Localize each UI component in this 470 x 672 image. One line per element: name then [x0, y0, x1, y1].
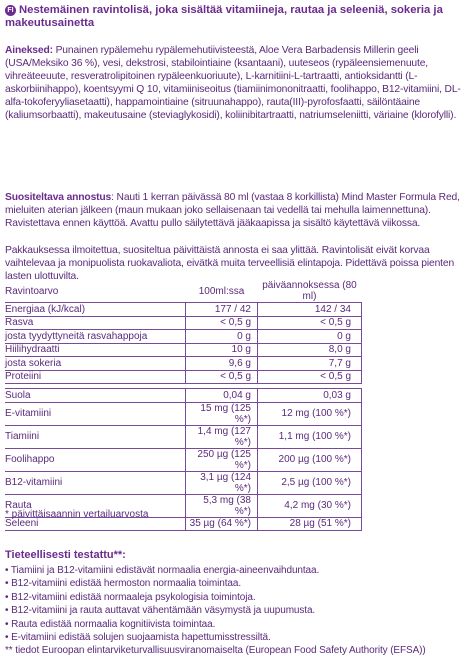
nutrient-perdose: 0,03 g [258, 389, 362, 403]
nutrient-perdose: 7,7 g [258, 357, 362, 371]
nutrition-row [5, 316, 362, 330]
nutrition-row [5, 370, 362, 384]
nutrient-per100: 35 µg (64 %*) [186, 517, 258, 531]
claims-source: ** tiedot Euroopan elintarviketurvallisuusviranomaiselta (European Food Safety Authority (EFSA)) [5, 645, 426, 657]
nutrition-header-row [5, 280, 362, 303]
nutrient-name: Energiaa (kJ/kcal) [5, 303, 186, 317]
nutrition-row [5, 425, 362, 448]
nutrition-row [5, 471, 362, 494]
nutrient-name: Tiamiini [5, 425, 186, 448]
product-heading [5, 4, 465, 30]
nutrient-per100: 5,3 mg (38 %*) [186, 494, 258, 517]
nutrition-header-label: Ravintoarvo [5, 280, 186, 303]
ingredients-label: Aineksed: [5, 45, 53, 56]
nutrition-row [5, 389, 362, 403]
claim-item: • B12-vitamiini edistää hermoston normaalia toimintaa. [5, 578, 241, 590]
nutrient-per100: < 0,5 g [186, 370, 258, 384]
nutrient-perdose: 142 / 34 [258, 303, 362, 317]
nutrient-per100: 9,6 g [186, 357, 258, 371]
claims-list [5, 564, 467, 658]
nutrient-perdose: 28 µg (51 %*) [258, 517, 362, 531]
warning-text: Pakkauksessa ilmoitettua, suositeltua päivittäistä annosta ei saa ylittää. Ravintolisät eivät korvaa vaihtelevaa ja monipuolista ruokavaliota, eivätkä muita terveellisiä elintapoja. Pidettävä poissa pienten lasten ulottuvilta. [5, 245, 455, 283]
nutrient-perdose: 4,2 mg (30 %*) [258, 494, 362, 517]
nutrition-header-perdose: päiväannoksessa (80 ml) [258, 280, 362, 303]
nutrition-row [5, 357, 362, 371]
nutrient-per100: < 0,5 g [186, 316, 258, 330]
ingredients-text: Punainen rypälemehu rypälemehutiivisteestä, Aloe Vera Barbadensis Millerin geeli (USA/Meksiko 36 %), vesi, dekstrosi, stabilointiaine (ksantaani), uuteseos (rypäleensiemenuute, vihreäteeuute, resveratrolipitoinen rypäleenkuoriuute), L-karnitiini-L-tartraatti, antioksidantti (L-askorbiinihappo), koentsyymi Q 10, vitamiiniseoitus (tiamiinimononitraatti, foolihappo, B12-vitamiini, DL-alfa-tokoferyyliasetaatti), happamointiaine (sitruunahappo), rauta(III)-pyrofosfaatti, säilöntäaine (kaliumsorbaatti), makeutusaine (steviaglykosidi), koliinibitartraatti, natriumseleniitti, väriaine (klorofylli). [5, 45, 461, 122]
claim-item: • B12-vitamiini edistää normaaleja psykologisia toimintoja. [5, 591, 256, 603]
nutrition-footnote: * päivittäisaannin vertailuarvosta [5, 509, 149, 520]
nutrient-per100: 250 µg (125 %*) [186, 448, 258, 471]
nutrient-per100: 177 / 42 [186, 303, 258, 317]
nutrition-row [5, 448, 362, 471]
nutrient-per100: 3,1 µg (124 %*) [186, 471, 258, 494]
nutrient-per100: 15 mg (125 %*) [186, 402, 258, 425]
nutrient-name: Rauta [5, 494, 186, 517]
nutrient-per100: 10 g [186, 343, 258, 357]
nutrient-perdose: < 0,5 g [258, 370, 362, 384]
nutrition-table [5, 280, 465, 531]
nutrient-perdose: 1,1 mg (100 %*) [258, 425, 362, 448]
nutrient-name: Rasva [5, 316, 186, 330]
nutrient-perdose: 12 mg (100 %*) [258, 402, 362, 425]
claim-item: • Rauta edistää normaalia kognitiivista toimintaa. [5, 618, 216, 630]
nutrient-perdose: 8,0 g [258, 343, 362, 357]
nutrient-name: B12-vitamiini [5, 471, 186, 494]
language-badge: FI [5, 5, 16, 16]
nutrient-name: josta tyydyttyneitä rasvahappoja [5, 330, 186, 344]
nutrient-name: Suola [5, 389, 186, 403]
nutrient-name: Seleeni [5, 517, 186, 531]
claims-title: Tieteellisesti testattu**: [5, 549, 126, 561]
nutrient-name: Foolihappo [5, 448, 186, 471]
claim-item: • Tiamiini ja B12-vitamiini edistävät normaalia energia-aineenvaihduntaa. [5, 565, 320, 576]
nutrition-row [5, 402, 362, 425]
nutrient-perdose: 2,5 µg (100 %*) [258, 471, 362, 494]
nutrient-per100: 0 g [186, 330, 258, 344]
nutrient-perdose: < 0,5 g [258, 316, 362, 330]
nutrition-row [5, 343, 362, 357]
nutrient-name: josta sokeria [5, 357, 186, 371]
nutrient-per100: 1,4 mg (127 %*) [186, 425, 258, 448]
ingredients-paragraph [5, 44, 466, 123]
nutrition-header-per100: 100ml:ssa [186, 280, 258, 303]
usage-text: : Nauti 1 kerran päivässä 80 ml (vastaa 8 korkillista) Mind Master Formula Red, mieluiten aterian jälkeen (maun mukaan joko sellaisenaan tai vedellä tai mehulla laimennettuna). Ravistettava ennen käyttöä. Avattu pullo säilytettävä jääkaapissa ja sisältö käytettävä viikossa. [5, 192, 460, 230]
claim-item: • B12-vitamiini ja rauta auttavat vähentämään väsymystä ja uupumusta. [5, 605, 316, 617]
nutrient-name: Hiilihydraatti [5, 343, 186, 357]
nutrient-name: Proteiini [5, 370, 186, 384]
nutrient-perdose: 200 µg (100 %*) [258, 448, 362, 471]
usage-paragraph [5, 191, 466, 230]
heading-text: Nestemäinen ravintolisä, joka sisältää vitamiineja, rautaa ja seleeniä, sokeria ja makeutusainetta [5, 4, 443, 29]
usage-label: Suositeltava annostus [5, 192, 112, 203]
nutrient-per100: 0,04 g [186, 389, 258, 403]
nutrition-body [5, 303, 362, 531]
claim-item: • E-vitamiini edistää solujen suojaamista hapettumisstressiltä. [5, 632, 271, 644]
nutrition-row [5, 303, 362, 317]
nutrient-name: E-vitamiini [5, 402, 186, 425]
nutrition-row [5, 330, 362, 344]
nutrient-perdose: 0 g [258, 330, 362, 344]
warning-paragraph [5, 244, 466, 283]
